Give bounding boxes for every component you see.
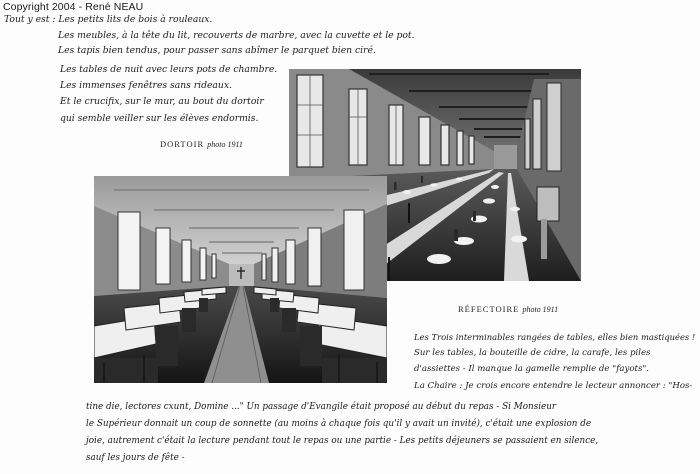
dortoir-photo-note: photo 1911 (207, 140, 243, 149)
bottom-note-line: tine die, lectores cxunt, Domine ..." Un passage d'Evangile était proposé au début du repas - Si Monsieur (86, 402, 557, 412)
right-note-line: Les Trois interminables rangées de tables, elles bien mastiquées ! (414, 332, 696, 342)
bottom-note-line: le Supérieur donnait un coup de sonnette (au moins à chaque fois qu'il y avait un invité), c'était une explosion de (86, 419, 592, 429)
refectoire-photo-note: photo 1911 (522, 305, 559, 314)
dortoir-photo (94, 176, 387, 383)
top-note-line: Les immenses fenêtres sans rideaux. (60, 80, 232, 91)
dortoir-title: DORTOIR (160, 139, 205, 149)
top-note-line: Les meubles, à la tête du lit, recouverts de marbre, avec la cuvette et le pot. (58, 30, 415, 41)
bottom-note-line: joie, autrement c'était la lecture pendant tout le repas ou une partie - Les petits déjeuners se passaient en silence, (86, 436, 599, 446)
dortoir-caption (160, 139, 243, 149)
right-note-line: La Chaire : Je crois encore entendre le lecteur annoncer : "Hos- (414, 381, 693, 391)
top-note-line: Tout y est : Les petits lits de bois à rouleaux. (4, 14, 213, 25)
right-note-line: d'assiettes - Il manque la gamelle remplie de "fayots". (414, 364, 650, 374)
refectoire-caption (458, 304, 558, 314)
copyright-notice: Copyright 2004 - René NEAU (3, 1, 144, 13)
top-note-line: Les tables de nuit avec leurs pots de chambre. (60, 64, 278, 75)
right-note-line: Sur les tables, la bouteille de cidre, la carafe, les piles (414, 348, 651, 358)
top-note-line: qui semble veiller sur les élèves endormis. (60, 113, 259, 124)
bottom-note-line: sauf les jours de fête - (86, 453, 185, 463)
top-note-line: Et le crucifix, sur le mur, au bout du dortoir (60, 96, 264, 107)
top-note-line: Les tapis bien tendus, pour passer sans abîmer le parquet bien ciré. (58, 45, 376, 56)
refectoire-title: RÉFECTOIRE (458, 304, 520, 314)
